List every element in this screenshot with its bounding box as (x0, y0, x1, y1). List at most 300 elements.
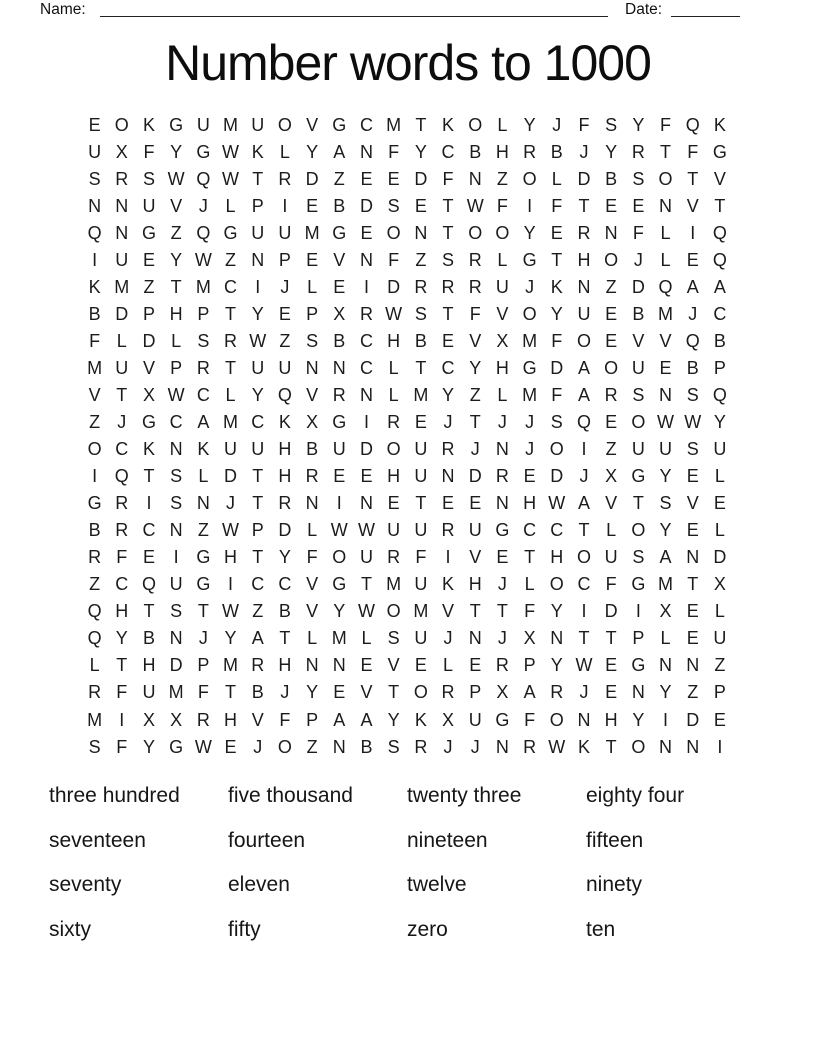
grid-letter: S (387, 736, 400, 757)
grid-letter: H (523, 493, 537, 514)
grid-letter: W (222, 141, 240, 162)
grid-letter: N (577, 709, 591, 730)
grid-letter: Y (306, 141, 319, 162)
grid-letter: Y (170, 249, 183, 270)
grid-letter: O (576, 330, 591, 351)
grid-letter: K (88, 276, 101, 297)
grid-letter: V (170, 195, 183, 216)
grid-row (81, 544, 734, 571)
word-bank (49, 774, 765, 952)
grid-letter: T (660, 141, 672, 162)
grid-letter: T (605, 628, 617, 649)
grid-letter: S (170, 466, 183, 487)
grid-letter: I (445, 547, 451, 568)
grid-letter: Z (306, 736, 318, 757)
grid-letter: I (581, 601, 587, 622)
grid-letter: U (251, 222, 265, 243)
grid-letter: P (278, 249, 291, 270)
grid-letter: M (223, 412, 239, 433)
grid-letter: A (577, 493, 590, 514)
grid-letter: V (306, 114, 319, 135)
grid-letter: K (197, 439, 210, 460)
grid-letter: I (92, 466, 98, 487)
grid-letter: M (331, 628, 347, 649)
grid-letter: O (522, 168, 537, 189)
grid-letter: G (332, 412, 347, 433)
grid-letter: E (523, 466, 536, 487)
grid-letter: C (523, 520, 537, 541)
grid-letter: W (167, 168, 185, 189)
grid-letter: U (713, 439, 727, 460)
grid-letter: C (550, 520, 564, 541)
grid-letter: F (279, 709, 291, 730)
grid-letter: D (142, 330, 156, 351)
grid-letter: L (606, 520, 617, 541)
grid-letter: J (525, 276, 535, 297)
grid-letter: C (441, 141, 455, 162)
grid-letter: Q (141, 574, 156, 595)
grid-letter: W (357, 601, 375, 622)
grid-letter: V (306, 601, 319, 622)
grid-letter: N (115, 195, 129, 216)
grid-letter: T (687, 574, 699, 595)
grid-letter: B (605, 168, 618, 189)
grid-letter: U (414, 439, 428, 460)
grid-letter: I (363, 412, 369, 433)
grid-letter: O (87, 439, 102, 460)
grid-letter: R (414, 276, 428, 297)
grid-letter: N (468, 168, 482, 189)
grid-letter: B (686, 357, 699, 378)
grid-letter: T (225, 357, 237, 378)
grid-letter: T (360, 574, 372, 595)
grid-letter: F (469, 303, 481, 324)
grid-letter: V (251, 709, 264, 730)
grid-letter: E (659, 357, 672, 378)
grid-letter: S (632, 384, 645, 405)
date-blank-line (671, 16, 740, 17)
grid-letter: G (495, 520, 510, 541)
grid-letter: R (332, 384, 346, 405)
grid-letter: H (278, 439, 292, 460)
grid-row (81, 166, 734, 193)
grid-letter: W (466, 195, 484, 216)
grid-letter: R (387, 547, 401, 568)
grid-letter: R (523, 141, 537, 162)
grid-letter: X (523, 628, 536, 649)
grid-row (81, 112, 734, 139)
grid-letter: U (278, 357, 292, 378)
grid-letter: Z (496, 168, 508, 189)
grid-letter: O (468, 114, 483, 135)
grid-row (81, 707, 734, 734)
grid-letter: P (197, 303, 210, 324)
grid-row (81, 409, 734, 436)
grid-letter: Z (170, 222, 182, 243)
grid-letter: T (252, 547, 264, 568)
grid-letter: N (251, 249, 265, 270)
grid-letter: Z (469, 384, 481, 405)
grid-letter: H (495, 357, 509, 378)
grid-letter: X (605, 466, 618, 487)
grid-letter: S (605, 114, 618, 135)
grid-letter: V (686, 195, 699, 216)
grid-letter: U (468, 520, 482, 541)
grid-letter: F (116, 682, 128, 703)
grid-letter: F (660, 114, 672, 135)
grid-letter: H (224, 547, 238, 568)
grid-letter: G (169, 736, 184, 757)
grid-letter: R (577, 222, 591, 243)
grid-letter: U (251, 114, 265, 135)
grid-letter: S (88, 736, 101, 757)
grid-letter: L (307, 520, 318, 541)
grid-letter: U (251, 439, 265, 460)
grid-letter: O (386, 439, 401, 460)
grid-letter: H (468, 574, 482, 595)
grid-letter: R (468, 249, 482, 270)
grid-letter: Q (114, 466, 129, 487)
grid-letter: T (714, 195, 726, 216)
grid-letter: Z (197, 520, 209, 541)
grid-letter: G (141, 412, 156, 433)
grid-letter: X (333, 303, 346, 324)
grid-letter: L (307, 628, 318, 649)
word-bank-item: twelve (407, 873, 467, 897)
word-search-grid (81, 112, 734, 761)
grid-letter: L (551, 168, 562, 189)
grid-letter: O (604, 357, 619, 378)
grid-letter: F (524, 709, 536, 730)
grid-letter: I (336, 493, 342, 514)
grid-letter: U (577, 303, 591, 324)
grid-letter: M (304, 222, 320, 243)
grid-letter: S (170, 493, 183, 514)
grid-letter: B (550, 141, 563, 162)
grid-letter: I (228, 574, 234, 595)
grid-letter: J (226, 493, 236, 514)
grid-letter: V (88, 384, 101, 405)
grid-letter: P (306, 709, 319, 730)
grid-letter: E (605, 195, 618, 216)
grid-letter: N (686, 547, 700, 568)
grid-letter: W (249, 330, 267, 351)
grid-letter: Q (196, 222, 211, 243)
grid-letter: N (359, 141, 373, 162)
grid-letter: E (469, 655, 482, 676)
grid-letter: Y (632, 114, 645, 135)
grid-letter: N (305, 357, 319, 378)
page-title: Number words to 1000 (165, 35, 651, 91)
grid-letter: W (548, 493, 566, 514)
grid-letter: N (115, 222, 129, 243)
grid-letter: D (414, 168, 428, 189)
grid-letter: L (714, 466, 725, 487)
grid-letter: N (577, 276, 591, 297)
grid-letter: G (223, 222, 238, 243)
grid-letter: E (333, 682, 346, 703)
grid-letter: L (171, 330, 182, 351)
name-label: Name: (40, 1, 86, 18)
grid-letter: M (658, 303, 674, 324)
grid-letter: G (196, 547, 211, 568)
grid-letter: N (495, 736, 509, 757)
grid-letter: N (604, 222, 618, 243)
grid-row (81, 247, 734, 274)
grid-letter: C (251, 412, 265, 433)
grid-letter: U (631, 439, 645, 460)
grid-letter: X (170, 709, 183, 730)
grid-letter: J (443, 412, 453, 433)
grid-letter: R (196, 709, 210, 730)
grid-letter: W (194, 736, 212, 757)
grid-letter: T (578, 195, 590, 216)
grid-letter: D (468, 466, 482, 487)
grid-letter: E (442, 330, 455, 351)
grid-row (81, 625, 734, 652)
grid-letter: W (330, 520, 348, 541)
grid-letter: Z (605, 439, 617, 460)
grid-letter: F (524, 601, 536, 622)
grid-letter: D (604, 601, 618, 622)
grid-letter: R (495, 466, 509, 487)
grid-letter: H (577, 249, 591, 270)
grid-letter: J (579, 682, 589, 703)
grid-letter: V (632, 330, 645, 351)
grid-letter: N (359, 384, 373, 405)
grid-letter: T (469, 412, 481, 433)
grid-letter: U (468, 709, 482, 730)
grid-letter: Z (333, 168, 345, 189)
grid-letter: S (170, 601, 183, 622)
grid-letter: J (198, 628, 208, 649)
grid-letter: W (548, 736, 566, 757)
grid-letter: E (550, 222, 563, 243)
grid-letter: J (253, 736, 263, 757)
grid-row (81, 652, 734, 679)
grid-letter: T (496, 601, 508, 622)
grid-letter: B (88, 303, 101, 324)
grid-letter: I (690, 222, 696, 243)
grid-letter: M (522, 330, 538, 351)
grid-letter: L (714, 601, 725, 622)
grid-letter: B (360, 736, 373, 757)
word-bank-item: twenty three (407, 784, 522, 808)
grid-row (81, 274, 734, 301)
grid-letter: I (527, 195, 533, 216)
word-bank-item: three hundred (49, 784, 180, 808)
grid-letter: A (577, 357, 590, 378)
grid-letter: K (142, 439, 155, 460)
grid-letter: R (414, 736, 428, 757)
grid-letter: E (387, 493, 400, 514)
grid-letter: J (280, 682, 290, 703)
grid-letter: U (359, 547, 373, 568)
grid-letter: M (658, 574, 674, 595)
grid-letter: Y (713, 412, 726, 433)
grid-letter: D (115, 303, 129, 324)
grid-row (81, 193, 734, 220)
grid-letter: Q (87, 601, 102, 622)
grid-letter: J (443, 628, 453, 649)
grid-letter: T (551, 249, 563, 270)
grid-letter: E (469, 493, 482, 514)
grid-letter: D (713, 547, 727, 568)
grid-letter: T (442, 222, 454, 243)
grid-letter: T (252, 168, 264, 189)
grid-letter: P (251, 520, 264, 541)
grid-letter: U (414, 628, 428, 649)
grid-letter: B (632, 303, 645, 324)
grid-letter: R (631, 141, 645, 162)
word-bank-item: seventeen (49, 828, 146, 852)
grid-letter: A (360, 709, 373, 730)
grid-letter: R (523, 736, 537, 757)
grid-letter: W (222, 601, 240, 622)
grid-letter: Z (714, 655, 726, 676)
grid-letter: E (686, 601, 699, 622)
grid-letter: L (497, 249, 508, 270)
grid-letter: U (713, 628, 727, 649)
grid-letter: O (468, 222, 483, 243)
grid-letter: V (360, 682, 373, 703)
grid-letter: U (414, 520, 428, 541)
grid-letter: T (252, 493, 264, 514)
grid-letter: J (198, 195, 208, 216)
grid-letter: T (116, 655, 128, 676)
grid-letter: B (333, 330, 346, 351)
grid-row (81, 382, 734, 409)
grid-letter: B (469, 141, 482, 162)
grid-letter: A (333, 141, 346, 162)
grid-letter: Z (89, 412, 101, 433)
grid-letter: F (578, 114, 590, 135)
grid-letter: W (222, 168, 240, 189)
grid-letter: Y (605, 141, 618, 162)
grid-letter: Z (225, 249, 237, 270)
grid-letter: J (470, 439, 480, 460)
grid-letter: T (279, 628, 291, 649)
grid-letter: J (443, 736, 453, 757)
grid-letter: Z (605, 276, 617, 297)
grid-letter: Q (196, 168, 211, 189)
grid-row (81, 355, 734, 382)
grid-row (81, 679, 734, 706)
grid-letter: S (659, 493, 672, 514)
grid-letter: U (196, 114, 210, 135)
grid-row (81, 139, 734, 166)
grid-letter: A (686, 276, 699, 297)
grid-letter: X (442, 709, 455, 730)
grid-letter: T (197, 601, 209, 622)
grid-letter: D (359, 439, 373, 460)
grid-letter: Z (687, 682, 699, 703)
grid-letter: E (686, 249, 699, 270)
grid-letter: H (278, 466, 292, 487)
grid-letter: H (604, 709, 618, 730)
grid-letter: P (197, 655, 210, 676)
word-bank-item: ninety (586, 873, 643, 897)
grid-letter: Y (333, 601, 346, 622)
grid-letter: O (549, 709, 564, 730)
grid-letter: E (496, 547, 509, 568)
grid-letter: O (277, 736, 292, 757)
word-bank-item: sixty (49, 917, 91, 941)
grid-letter: F (89, 330, 101, 351)
grid-letter: J (470, 736, 480, 757)
grid-letter: O (549, 439, 564, 460)
grid-letter: H (387, 330, 401, 351)
grid-letter: G (712, 141, 727, 162)
grid-letter: F (551, 384, 563, 405)
grid-letter: U (414, 574, 428, 595)
grid-letter: T (143, 466, 155, 487)
grid-letter: L (225, 384, 236, 405)
grid-letter: I (173, 547, 179, 568)
grid-letter: H (387, 466, 401, 487)
grid-letter: K (414, 709, 427, 730)
grid-letter: Y (142, 736, 155, 757)
grid-letter: D (550, 357, 564, 378)
grid-letter: N (332, 357, 346, 378)
grid-letter: G (522, 357, 537, 378)
grid-letter: U (631, 357, 645, 378)
grid-letter: D (169, 655, 183, 676)
grid-letter: C (169, 412, 183, 433)
grid-letter: N (659, 736, 673, 757)
grid-letter: Y (523, 222, 536, 243)
grid-letter: U (142, 195, 156, 216)
grid-letter: L (443, 655, 454, 676)
grid-letter: S (306, 330, 319, 351)
grid-letter: J (525, 412, 535, 433)
grid-letter: F (415, 547, 427, 568)
grid-letter: T (225, 303, 237, 324)
grid-letter: Y (414, 141, 427, 162)
grid-letter: J (497, 574, 507, 595)
grid-letter: P (713, 357, 726, 378)
grid-letter: E (605, 655, 618, 676)
grid-letter: Y (251, 384, 264, 405)
grid-letter: T (442, 195, 454, 216)
grid-letter: K (251, 141, 264, 162)
grid-letter: N (686, 736, 700, 757)
grid-letter: V (469, 330, 482, 351)
grid-letter: S (88, 168, 101, 189)
grid-letter: N (686, 655, 700, 676)
grid-letter: W (357, 520, 375, 541)
grid-letter: L (660, 628, 671, 649)
grid-letter: O (386, 222, 401, 243)
grid-letter: I (635, 601, 641, 622)
grid-row (81, 436, 734, 463)
grid-letter: E (387, 168, 400, 189)
word-bank-item: fifteen (586, 828, 644, 852)
grid-letter: S (414, 303, 427, 324)
grid-letter: T (415, 357, 427, 378)
grid-letter: W (167, 384, 185, 405)
grid-letter: Y (632, 709, 645, 730)
grid-letter: G (631, 466, 646, 487)
grid-letter: L (89, 655, 100, 676)
grid-letter: F (605, 574, 617, 595)
grid-letter: N (305, 655, 319, 676)
grid-letter: L (714, 520, 725, 541)
grid-letter: E (605, 303, 618, 324)
grid-letter: B (713, 330, 726, 351)
grid-letter: Y (251, 303, 264, 324)
grid-letter: R (224, 330, 238, 351)
